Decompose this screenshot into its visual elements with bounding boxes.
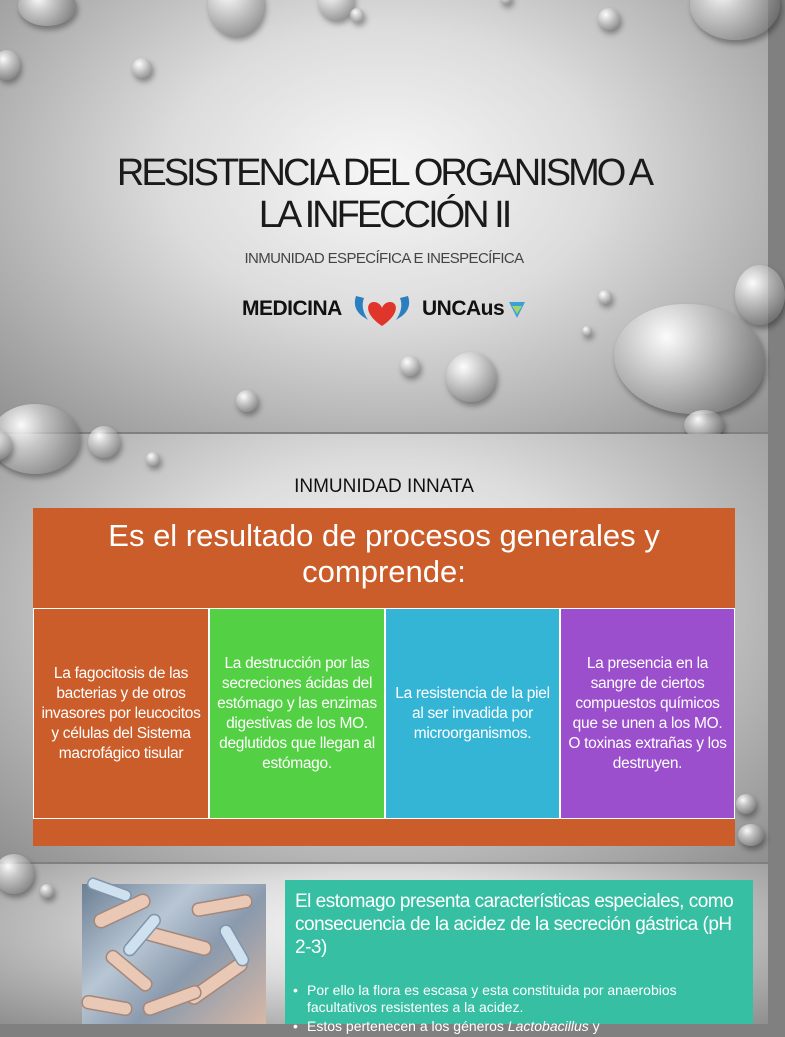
water-drop [0, 404, 80, 474]
bullet-text-end: y [588, 1018, 600, 1034]
water-drop [735, 265, 785, 325]
cell-text: La destrucción por las secreciones ácidas del estómago y las enzimas digestivas de los MO. deglutidos que llegan al estómago. [217, 654, 377, 772]
water-drop [598, 290, 612, 304]
bullet-item [291, 982, 749, 1016]
water-drop [582, 326, 592, 336]
water-drop [18, 0, 76, 26]
water-drop [0, 50, 20, 80]
stomach-slide [0, 864, 768, 1034]
bacteria-micrograph-image [82, 884, 266, 1024]
stomach-info-box [285, 880, 753, 1034]
bullet-list [291, 982, 749, 1037]
water-drop [350, 8, 364, 22]
cell-text: La presencia en la sangre de ciertos compuestos químicos que se unen a los MO. O toxinas extrañas y los destruyen. [568, 654, 727, 772]
water-drop [88, 426, 120, 458]
water-drop [318, 0, 354, 20]
water-drop [614, 304, 764, 414]
logo-text-medicina: MEDICINA [242, 297, 342, 320]
box-title: Es el resultado de procesos generales y comprende: [108, 518, 660, 589]
water-drop [738, 824, 764, 846]
bullet-text: Por ello la flora es escasa y esta constituida por anaerobios facultativos resistentes a la acidez. [307, 982, 677, 1015]
slide-title-line2: LA INFECCIÓN II [258, 194, 510, 236]
stomach-secretions-cell [209, 608, 385, 819]
water-drop [690, 0, 780, 40]
slide-subtitle: INMUNIDAD ESPECÍFICA E INESPECÍFICA [244, 250, 524, 267]
water-drop [598, 8, 620, 30]
water-drop [736, 794, 756, 814]
water-drop [400, 356, 420, 376]
stomach-heading: El estomago presenta características especiales, como consecuencia de la acidez de la secreción gástrica (pH 2-3) [295, 891, 734, 958]
water-drop [146, 452, 160, 466]
genus-name: Lactobacillus [507, 1018, 589, 1034]
section-heading: INMUNIDAD INNATA [294, 476, 474, 497]
heart-hands-icon [348, 290, 416, 330]
water-drop [132, 58, 152, 78]
innate-immunity-slide [0, 434, 768, 862]
water-drop [208, 0, 264, 36]
phagocytosis-cell [33, 608, 209, 819]
bullet-text: Estos pertenecen a los géneros [307, 1018, 508, 1034]
water-drop [446, 352, 496, 402]
skin-resistance-cell [385, 608, 560, 819]
logo-text-uncaus: UNCAus [422, 297, 505, 320]
slide-title-line1: RESISTENCIA DEL ORGANISMO A [116, 152, 652, 194]
blood-compounds-cell [560, 608, 735, 819]
cell-text: La fagocitosis de las bacterias y de otros invasores por leucocitos y células del Sistema macrofágico tisular [41, 664, 201, 762]
cell-text: La resistencia de la piel al ser invadida por microorganismos. [395, 684, 550, 742]
water-drop [40, 884, 54, 898]
uncaus-flag-icon [508, 300, 526, 320]
title-slide [0, 0, 768, 432]
water-drop [236, 390, 258, 412]
bullet-item [291, 1018, 749, 1035]
medicina-uncaus-logo [242, 290, 532, 330]
water-drop [0, 854, 34, 894]
innate-immunity-box [33, 508, 735, 846]
water-drop [500, 0, 512, 4]
